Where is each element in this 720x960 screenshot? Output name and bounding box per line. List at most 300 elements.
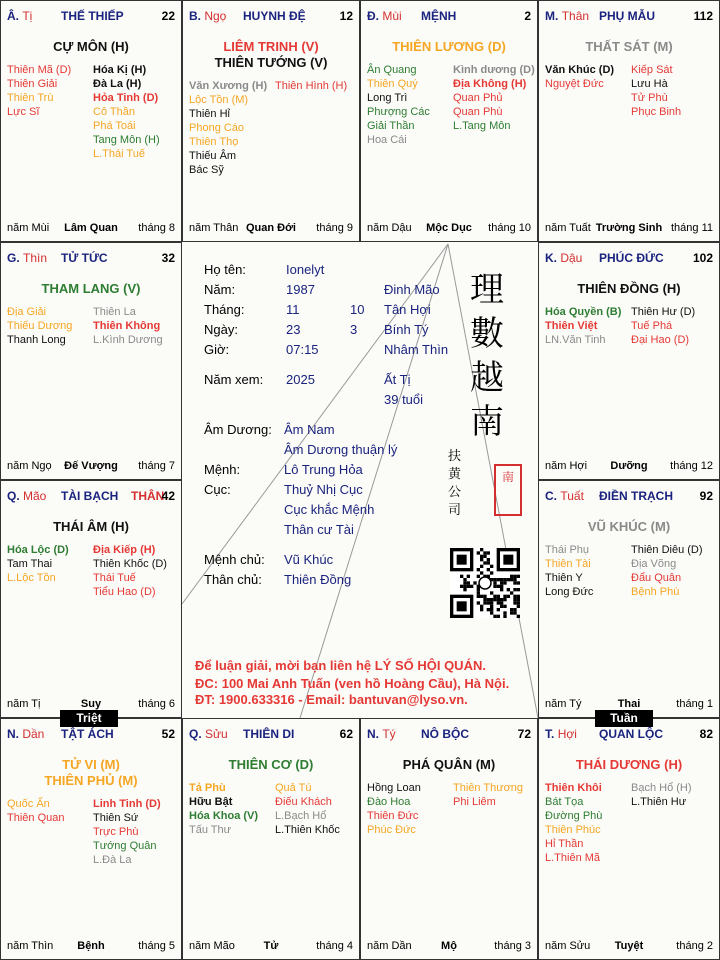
minor-star: Địa Giải bbox=[7, 306, 47, 318]
minor-stars-right bbox=[631, 543, 703, 599]
minor-stars-left bbox=[7, 797, 64, 825]
palace-footer bbox=[545, 940, 713, 953]
palace-stem: B. bbox=[189, 9, 201, 23]
main-stars bbox=[539, 519, 719, 535]
minor-stars-right bbox=[93, 543, 167, 599]
minor-star: Thiên Hình (H) bbox=[275, 80, 348, 92]
palace-number: 52 bbox=[161, 727, 175, 741]
minor-stars-right bbox=[275, 781, 340, 837]
palace-stem: K. bbox=[545, 251, 557, 265]
palace-header bbox=[367, 9, 531, 23]
minor-star: Thiên Trù bbox=[7, 92, 54, 104]
minor-star: Đà La (H) bbox=[93, 78, 142, 90]
minor-star: L.Thiên Hư bbox=[631, 796, 687, 808]
palace-month: tháng 9 bbox=[316, 222, 353, 234]
calli-char: 理 bbox=[470, 270, 504, 310]
minor-star: Quốc Ấn bbox=[7, 798, 50, 810]
minor-star: Thiên Không bbox=[93, 320, 161, 332]
minor-star: L.Kình Dương bbox=[93, 334, 163, 346]
palace-year: năm Tý bbox=[545, 698, 582, 710]
main-star: CỰ MÔN (H) bbox=[53, 39, 129, 54]
minor-star: Phá Toái bbox=[93, 120, 136, 132]
minor-star: Tả Phù bbox=[189, 782, 226, 794]
minor-star: Kiếp Sát bbox=[631, 64, 673, 76]
minor-star: Hồng Loan bbox=[367, 782, 421, 794]
contact-line-1: Để luận giải, mời bạn liên hệ LÝ SỐ HỘI QUÁN. bbox=[195, 658, 486, 673]
palace-stage: Mộ bbox=[441, 940, 457, 952]
minor-star: L.Thái Tuế bbox=[93, 148, 145, 160]
view-year-canchi: Ất Tị bbox=[384, 372, 411, 387]
minor-star: L.Lộc Tồn bbox=[7, 572, 56, 584]
day-canchi: Bính Tý bbox=[384, 322, 429, 337]
red-seal-icon bbox=[494, 464, 522, 516]
minor-star: Thiên Y bbox=[545, 572, 583, 584]
minor-star: Thiếu Âm bbox=[189, 150, 237, 162]
minor-star: Địa Không (H) bbox=[453, 78, 527, 90]
palace-stem-branch bbox=[7, 489, 46, 503]
minor-star: Thiên Quan bbox=[7, 812, 65, 824]
minor-star: Thiên Phúc bbox=[545, 824, 601, 836]
small-calligraphy bbox=[448, 448, 484, 520]
thanchu-label: Thân chủ: bbox=[204, 572, 262, 587]
minor-star: Quan Phù bbox=[453, 106, 503, 118]
palace-number: 42 bbox=[161, 489, 175, 503]
palace-branch: Tý bbox=[382, 727, 396, 741]
month-canchi: Tân Hợi bbox=[384, 302, 431, 317]
minor-star: Bác Sỹ bbox=[189, 164, 224, 176]
palace-stage: Lâm Quan bbox=[64, 222, 118, 234]
palace-year: năm Dần bbox=[367, 940, 412, 952]
minor-star: Phượng Các bbox=[367, 106, 430, 118]
year-canchi: Đinh Mão bbox=[384, 282, 440, 297]
palace-branch: Ngọ bbox=[204, 9, 227, 23]
palace-name: QUAN LỘC bbox=[599, 727, 663, 741]
minor-star: Nguyệt Đức bbox=[545, 78, 604, 90]
palace-footer bbox=[189, 940, 353, 953]
palace-stem: Q. bbox=[189, 727, 202, 741]
palace-stem: C. bbox=[545, 489, 557, 503]
than-position: Thân cư Tài bbox=[284, 522, 354, 537]
palace-cell[interactable] bbox=[538, 0, 720, 242]
minor-star: Tấu Thư bbox=[189, 824, 232, 836]
small-char: 司 bbox=[448, 503, 462, 518]
palace-branch: Mão bbox=[23, 489, 47, 503]
amduong-relation: Âm Dương thuận lý bbox=[284, 442, 398, 457]
minor-star: Tử Phù bbox=[631, 92, 668, 104]
minor-star: Long Trì bbox=[367, 92, 408, 104]
minor-star: Phi Liêm bbox=[453, 796, 496, 808]
main-stars bbox=[361, 39, 537, 55]
palace-name: TỬ TỨC bbox=[61, 251, 108, 265]
palace-header bbox=[545, 9, 713, 23]
palace-stem-branch bbox=[189, 9, 226, 23]
palace-cell[interactable] bbox=[0, 480, 182, 718]
palace-number: 102 bbox=[692, 251, 713, 265]
palace-year: năm Hợi bbox=[545, 460, 588, 472]
main-star: THIÊN CƠ (D) bbox=[228, 757, 314, 772]
minor-star: Điếu Khách bbox=[275, 796, 332, 808]
palace-month: tháng 4 bbox=[316, 940, 353, 952]
minor-star: Lưu Hà bbox=[631, 78, 668, 90]
minor-star: Hỏa Tinh (D) bbox=[93, 92, 159, 104]
main-star: THÁI ÂM (H) bbox=[53, 519, 129, 534]
palace-header bbox=[545, 251, 713, 265]
palace-stage: Mộc Dục bbox=[426, 222, 472, 234]
minor-star: Thiên Việt bbox=[545, 320, 598, 332]
palace-stem-branch bbox=[367, 727, 396, 741]
minor-star: Văn Xương (H) bbox=[189, 80, 268, 92]
qr-code-icon[interactable] bbox=[450, 548, 520, 618]
menh-value: Lô Trung Hỏa bbox=[284, 462, 363, 477]
palace-footer bbox=[7, 460, 175, 473]
minor-star: Tướng Quân bbox=[93, 840, 157, 852]
minor-star: Thiên Khôi bbox=[545, 782, 602, 794]
main-stars bbox=[1, 757, 181, 789]
palace-stem-branch bbox=[7, 251, 47, 265]
minor-star: Thiên Diêu (D) bbox=[631, 544, 703, 556]
palace-name: HUYNH ĐỆ bbox=[243, 9, 306, 23]
hour-label: Giờ: bbox=[204, 342, 230, 357]
minor-star: Phúc Đức bbox=[367, 824, 416, 836]
main-star: THẤT SÁT (M) bbox=[585, 39, 673, 54]
minor-star: Đường Phù bbox=[545, 810, 603, 822]
palace-year: năm Mão bbox=[189, 940, 235, 952]
minor-star: Thái Phụ bbox=[545, 544, 590, 556]
minor-stars-right bbox=[631, 63, 681, 119]
day-label: Ngày: bbox=[204, 322, 238, 337]
minor-star: Thiên Quý bbox=[367, 78, 418, 90]
main-star: THAM LANG (V) bbox=[41, 281, 141, 296]
palace-stage: Đế Vượng bbox=[64, 460, 118, 472]
palace-footer bbox=[7, 940, 175, 953]
minor-star: Thiên Hư (D) bbox=[631, 306, 696, 318]
minor-stars-left bbox=[367, 63, 430, 147]
palace-stem: G. bbox=[7, 251, 20, 265]
minor-star: Lộc Tồn (M) bbox=[189, 94, 249, 106]
calligraphy bbox=[470, 268, 520, 444]
minor-star: Linh Tinh (D) bbox=[93, 798, 161, 810]
than-marker: THÂN bbox=[131, 489, 165, 503]
month-lunar: 10 bbox=[350, 302, 365, 317]
palace-cell[interactable] bbox=[538, 480, 720, 718]
palace-cell[interactable] bbox=[182, 718, 360, 960]
minor-star: Quan Phủ bbox=[453, 92, 503, 104]
minor-star: Hữu Bật bbox=[189, 796, 233, 808]
palace-stem-branch bbox=[545, 727, 577, 741]
minor-stars-right bbox=[453, 781, 523, 809]
palace-number: 2 bbox=[524, 9, 531, 23]
minor-star: Thái Tuế bbox=[93, 572, 136, 584]
palace-stage: Tử bbox=[263, 940, 279, 952]
minor-star: Bạch Hổ (H) bbox=[631, 782, 692, 794]
main-star: TỬ VI (M) bbox=[62, 757, 120, 772]
palace-branch: Hợi bbox=[557, 727, 577, 741]
palace-stem: Đ. bbox=[367, 9, 379, 23]
minor-star: Hóa Kị (H) bbox=[93, 64, 147, 76]
palace-branch: Tuất bbox=[560, 489, 584, 503]
palace-cell[interactable] bbox=[0, 718, 182, 960]
minor-star: L.Đà La bbox=[93, 854, 132, 866]
palace-stage: Thai bbox=[617, 698, 641, 710]
year-label: Năm: bbox=[204, 282, 236, 297]
palace-branch: Sửu bbox=[205, 727, 228, 741]
minor-star: Thiên Thương bbox=[453, 782, 524, 794]
minor-star: Đại Hao (D) bbox=[631, 334, 690, 346]
palace-branch: Mùi bbox=[382, 9, 402, 23]
palace-stage: Dưỡng bbox=[610, 460, 648, 472]
minor-star: Tiểu Hao (D) bbox=[93, 586, 156, 598]
minor-star: Kình dương (D) bbox=[453, 64, 535, 76]
palace-stage: Tuyệt bbox=[614, 940, 644, 952]
palace-month: tháng 10 bbox=[488, 222, 531, 234]
minor-star: Lực Sĩ bbox=[7, 106, 40, 118]
minor-star: Thiên Khốc (D) bbox=[93, 558, 167, 570]
month-label: Tháng: bbox=[204, 302, 245, 317]
palace-month: tháng 11 bbox=[670, 222, 713, 234]
palace-header bbox=[7, 489, 175, 503]
minor-star: Thiếu Dương bbox=[7, 320, 73, 332]
palace-stem-branch bbox=[7, 9, 32, 23]
minor-star: Thiên Thọ bbox=[189, 136, 239, 148]
minor-star: Bát Tọa bbox=[545, 796, 584, 808]
triet-tag: Triệt bbox=[60, 710, 118, 727]
palace-name: PHÚC ĐỨC bbox=[599, 251, 664, 265]
minor-star: Thiên La bbox=[93, 306, 136, 318]
minor-star: LN.Văn Tinh bbox=[545, 334, 606, 346]
minor-stars-right bbox=[93, 305, 163, 347]
palace-number: 82 bbox=[699, 727, 713, 741]
main-star: LIÊM TRINH (V) bbox=[223, 39, 319, 54]
palace-stage: Suy bbox=[80, 698, 102, 710]
palace-number: 32 bbox=[161, 251, 175, 265]
palace-cell[interactable] bbox=[0, 0, 182, 242]
view-year-label: Năm xem: bbox=[204, 372, 264, 387]
small-char: 公 bbox=[448, 485, 462, 500]
day-value: 23 bbox=[286, 322, 301, 337]
minor-star: Địa Kiếp (H) bbox=[93, 544, 156, 556]
minor-star: Phục Binh bbox=[631, 106, 682, 118]
minor-star: Tuế Phá bbox=[631, 320, 673, 332]
palace-cell[interactable] bbox=[538, 718, 720, 960]
cuc-value: Thuỷ Nhị Cục bbox=[284, 482, 363, 497]
palace-header bbox=[189, 9, 353, 23]
palace-name: TÀI BẠCH bbox=[61, 489, 119, 503]
minor-star: Thanh Long bbox=[7, 334, 66, 346]
palace-stem: N. bbox=[7, 727, 19, 741]
minor-star: Địa Võng bbox=[631, 558, 677, 570]
hour-value: 07:15 bbox=[286, 342, 319, 357]
minor-star: Bệnh Phù bbox=[631, 586, 680, 598]
main-star: THIÊN TƯỚNG (V) bbox=[214, 55, 328, 70]
palace-number: 72 bbox=[517, 727, 531, 741]
cuc-label: Cục: bbox=[204, 482, 231, 497]
palace-name: ĐIỀN TRẠCH bbox=[599, 489, 673, 503]
palace-number: 92 bbox=[699, 489, 713, 503]
calli-char: 越 bbox=[470, 358, 504, 398]
minor-star: Trực Phù bbox=[93, 826, 139, 838]
amduong-value: Âm Nam bbox=[284, 422, 335, 437]
palace-stage: Trường Sinh bbox=[595, 222, 663, 234]
palace-header bbox=[189, 727, 353, 741]
palace-cell[interactable] bbox=[360, 718, 538, 960]
minor-stars-left bbox=[545, 305, 621, 347]
palace-year: năm Thìn bbox=[7, 940, 54, 952]
main-stars bbox=[1, 281, 181, 297]
palace-header bbox=[7, 9, 175, 23]
palace-stem-branch bbox=[7, 727, 44, 741]
palace-stem: M. bbox=[545, 9, 559, 23]
main-star: THIÊN ĐỒNG (H) bbox=[577, 281, 681, 296]
palace-cell[interactable] bbox=[538, 242, 720, 480]
main-stars bbox=[1, 519, 181, 535]
palace-month: tháng 12 bbox=[670, 460, 713, 472]
palace-footer bbox=[367, 222, 531, 235]
palace-stem-branch bbox=[545, 489, 584, 503]
minor-star: Hoa Cái bbox=[367, 134, 407, 146]
minor-star: Hóa Khoa (V) bbox=[189, 810, 259, 822]
view-year-value: 2025 bbox=[286, 372, 315, 387]
minor-star: Hỉ Thần bbox=[545, 838, 584, 850]
palace-footer bbox=[545, 222, 713, 235]
palace-month: tháng 6 bbox=[138, 698, 175, 710]
tuan-tag: Tuần bbox=[595, 710, 653, 727]
menhchu-value: Vũ Khúc bbox=[284, 552, 334, 567]
palace-header bbox=[545, 489, 713, 503]
palace-month: tháng 2 bbox=[676, 940, 713, 952]
palace-year: năm Mùi bbox=[7, 222, 50, 234]
minor-stars-left bbox=[545, 781, 602, 865]
palace-header bbox=[545, 727, 713, 741]
small-char: 扶 bbox=[448, 449, 462, 464]
palace-year: năm Thân bbox=[189, 222, 239, 234]
year-value: 1987 bbox=[286, 282, 315, 297]
main-stars bbox=[183, 39, 359, 71]
main-stars bbox=[539, 39, 719, 55]
age-value: 39 tuổi bbox=[384, 392, 424, 407]
minor-star: Tang Môn (H) bbox=[93, 134, 160, 146]
minor-star: Cô Thần bbox=[93, 106, 135, 118]
minor-star: Phong Cáo bbox=[189, 122, 245, 134]
palace-year: năm Tuất bbox=[545, 222, 591, 234]
palace-stem: N. bbox=[367, 727, 379, 741]
palace-stage: Quan Đới bbox=[246, 222, 296, 234]
palace-month: tháng 7 bbox=[138, 460, 175, 472]
name-label: Họ tên: bbox=[204, 262, 246, 277]
minor-star: Hóa Quyền (B) bbox=[545, 306, 622, 318]
palace-stem: Q. bbox=[7, 489, 20, 503]
main-stars bbox=[361, 757, 537, 773]
palace-number: 62 bbox=[339, 727, 353, 741]
minor-stars-right bbox=[631, 781, 692, 809]
minor-stars-left bbox=[7, 305, 72, 347]
palace-cell[interactable] bbox=[182, 0, 360, 242]
name-value: Ionelyt bbox=[286, 262, 325, 277]
palace-month: tháng 1 bbox=[676, 698, 713, 710]
minor-star: Thiên Hỉ bbox=[189, 108, 230, 120]
main-star: THÁI DƯƠNG (H) bbox=[575, 757, 683, 772]
minor-star: L.Tang Môn bbox=[453, 120, 511, 132]
palace-month: tháng 3 bbox=[494, 940, 531, 952]
menhchu-label: Mệnh chủ: bbox=[204, 552, 265, 567]
minor-star: Giải Thần bbox=[367, 120, 415, 132]
palace-stem: Â. bbox=[7, 9, 19, 23]
minor-stars-left bbox=[7, 543, 69, 585]
palace-year: năm Sửu bbox=[545, 940, 591, 952]
minor-stars-left bbox=[545, 63, 614, 91]
palace-month: tháng 5 bbox=[138, 940, 175, 952]
month-value: 11 bbox=[286, 302, 300, 317]
palace-number: 112 bbox=[693, 9, 713, 23]
minor-stars-right bbox=[275, 79, 347, 93]
palace-year: năm Dậu bbox=[367, 222, 412, 234]
palace-header bbox=[7, 727, 175, 741]
minor-star: L.Thiên Khốc bbox=[275, 824, 340, 836]
minor-star: Tam Thai bbox=[7, 558, 53, 570]
palace-stem-branch bbox=[367, 9, 402, 23]
minor-star: Long Đức bbox=[545, 586, 594, 598]
minor-star: L.Bạch Hổ bbox=[275, 810, 327, 822]
palace-stem-branch bbox=[189, 727, 228, 741]
palace-stem-branch bbox=[545, 9, 589, 23]
day-lunar: 3 bbox=[350, 322, 358, 337]
minor-star: Thiên Đức bbox=[367, 810, 419, 822]
calli-char: 數 bbox=[470, 314, 504, 354]
palace-branch: Tị bbox=[22, 9, 33, 23]
palace-footer bbox=[545, 460, 713, 473]
minor-stars-right bbox=[631, 305, 695, 347]
minor-star: Văn Khúc (D) bbox=[545, 64, 615, 76]
main-stars bbox=[539, 757, 719, 773]
palace-branch: Dần bbox=[22, 727, 45, 741]
palace-cell[interactable] bbox=[0, 242, 182, 480]
palace-footer bbox=[7, 222, 175, 235]
palace-name: THẾ THIẾP bbox=[61, 9, 124, 23]
minor-stars-left bbox=[189, 781, 258, 837]
minor-star: Thiên Mã (D) bbox=[7, 64, 72, 76]
minor-stars-right bbox=[93, 63, 160, 161]
palace-branch: Thìn bbox=[23, 251, 48, 265]
minor-star: Đào Hoa bbox=[367, 796, 411, 808]
minor-star: Đẩu Quân bbox=[631, 572, 682, 584]
main-star: THIÊN LƯƠNG (D) bbox=[392, 39, 506, 54]
palace-branch: Dậu bbox=[560, 251, 583, 265]
palace-month: tháng 8 bbox=[138, 222, 175, 234]
minor-stars-right bbox=[453, 63, 535, 133]
thanchu-value: Thiên Đồng bbox=[284, 572, 352, 587]
palace-name: PHỤ MẪU bbox=[599, 9, 655, 23]
calli-char: 南 bbox=[470, 402, 504, 442]
palace-name: THIÊN DI bbox=[243, 727, 295, 741]
palace-year: năm Ngọ bbox=[7, 460, 52, 472]
menh-label: Mệnh: bbox=[204, 462, 241, 477]
minor-star: L.Thiên Mã bbox=[545, 852, 601, 864]
palace-year: năm Tị bbox=[7, 698, 41, 710]
contact-line-2: ĐC: 100 Mai Anh Tuấn (ven hồ Hoàng Cầu), Hà Nội. bbox=[195, 676, 510, 691]
palace-stem: T. bbox=[545, 727, 555, 741]
palace-cell[interactable] bbox=[360, 0, 538, 242]
amduong-label: Âm Dương: bbox=[204, 422, 272, 437]
palace-stem-branch bbox=[545, 251, 582, 265]
minor-star: Hóa Lộc (D) bbox=[7, 544, 69, 556]
minor-star: Thiên Tài bbox=[545, 558, 591, 570]
minor-star: Thiên Sứ bbox=[93, 812, 139, 824]
palace-number: 22 bbox=[161, 9, 175, 23]
small-char: 黄 bbox=[448, 467, 462, 482]
main-stars bbox=[1, 39, 181, 55]
minor-star: Ân Quang bbox=[367, 64, 417, 76]
palace-footer bbox=[367, 940, 531, 953]
main-stars bbox=[539, 281, 719, 297]
